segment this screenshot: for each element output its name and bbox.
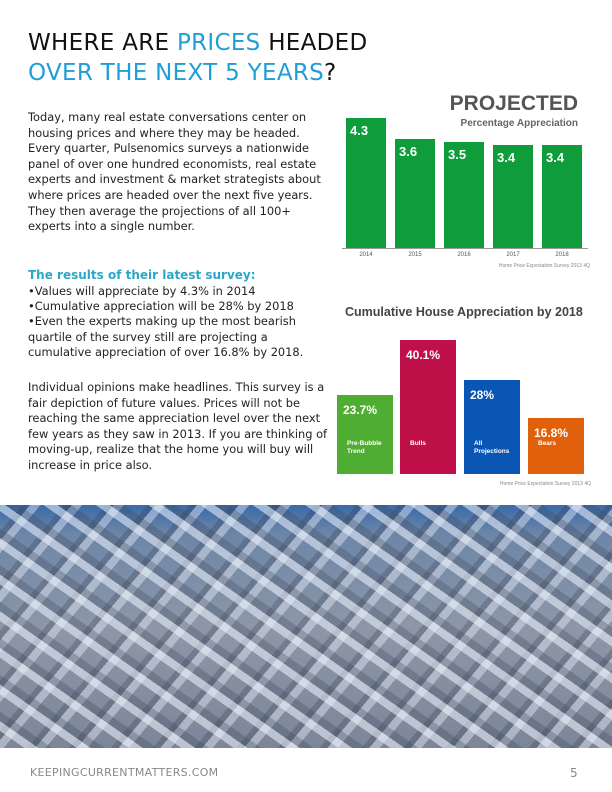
category-label: Bulls	[410, 440, 426, 447]
bar-value-label: 28%	[470, 388, 495, 403]
bar-value-label: 3.5	[448, 147, 467, 163]
bullet: •Even the experts making up the most bearish quartile of the survey still are projecting a cumulative appreciation of over 16.8% by 2018.	[28, 314, 304, 360]
title-text: ?	[324, 60, 337, 86]
title-text: HEADED	[260, 30, 368, 56]
x-tick-label: 2016	[457, 252, 471, 258]
chart-title: PROJECTED	[449, 92, 578, 115]
chart-subtitle: Percentage Appreciation	[460, 118, 578, 129]
results-heading: The results of their latest survey:	[28, 268, 256, 282]
results-section	[28, 268, 333, 361]
title-accent: PRICES	[176, 30, 261, 56]
x-axis	[342, 248, 588, 249]
bar-value-label: 4.3	[350, 123, 369, 138]
page-number: 5	[570, 766, 578, 780]
page-title	[28, 28, 368, 88]
neighborhood-aerial-photo	[0, 505, 612, 748]
bar-value-label: 16.8%	[534, 425, 569, 440]
bar-value-label: 3.6	[399, 144, 418, 160]
bullet: •Cumulative appreciation will be 28% by 2018	[28, 299, 294, 313]
cumulative-appreciation-chart	[335, 300, 595, 495]
category-label: Pre-Bubble Trend	[347, 440, 382, 455]
category-label: Bears	[538, 440, 557, 447]
category-label: All Projections	[474, 440, 510, 455]
x-tick-label: 2018	[555, 252, 569, 258]
bar-value-label: 23.7%	[343, 402, 378, 417]
closing-paragraph: Individual opinions make headlines. This survey is a fair depiction of future values. Prices will not be reaching the same appreciation level over the next few years as they saw in 2013. If you are thinking of moving-up, realize that the home you will buy will increase in price also.	[28, 380, 328, 472]
bar-value-label: 3.4	[497, 150, 516, 166]
x-tick-label: 2014	[359, 252, 373, 258]
title-accent: OVER THE NEXT 5 YEARS	[28, 60, 325, 86]
footer-site[interactable]: KEEPINGCURRENTMATTERS.COM	[30, 766, 219, 779]
chart-title: Cumulative House Appreciation by 2018	[345, 305, 583, 319]
intro-paragraph: Today, many real estate conversations center on housing prices and where they may be headed. Every quarter, Pulsenomics surveys a nationwide panel of over one hundred economists, real estate experts and investment & market strategists about where prices are headed over the next five years. They then average the projections of all 100+ experts into a single number.	[28, 110, 321, 234]
chart-source: Home Price Expectation Survey 2013 4Q	[498, 263, 590, 269]
projected-appreciation-chart	[340, 90, 590, 275]
bar-value-label: 40.1%	[406, 348, 441, 362]
title-text: WHERE ARE	[28, 30, 177, 56]
x-tick-label: 2017	[506, 252, 520, 258]
chart-source: Home Price Expectation Survey 2013 4Q	[499, 481, 591, 487]
bar-value-label: 3.4	[546, 150, 565, 166]
x-tick-label: 2015	[408, 252, 422, 258]
bullet: •Values will appreciate by 4.3% in 2014	[28, 283, 256, 298]
